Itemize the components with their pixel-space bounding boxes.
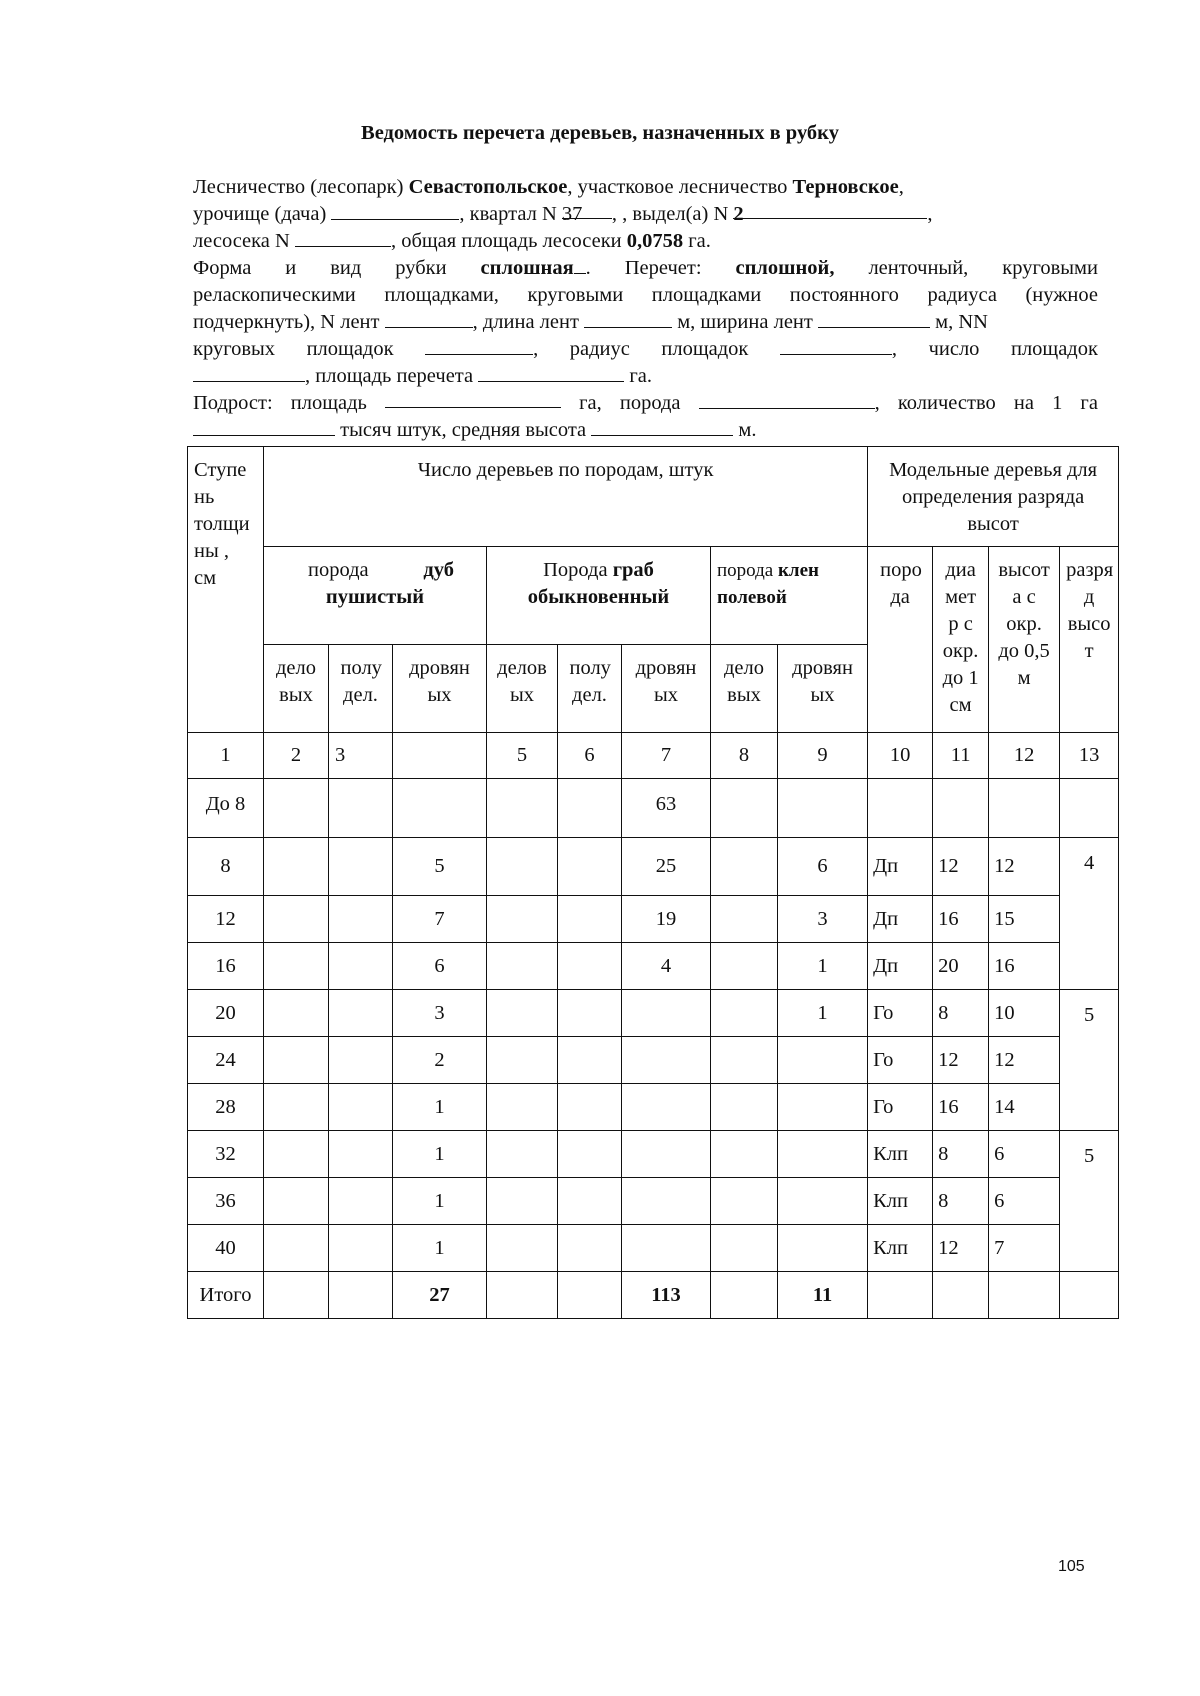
sub-oak-business: дело вых xyxy=(264,645,329,733)
total-label: Итого xyxy=(188,1272,264,1319)
header-model-trees: Модельные деревья для определения разряда высот xyxy=(868,447,1119,547)
column-number: 1 xyxy=(188,733,264,779)
column-number: 13 xyxy=(1060,733,1119,779)
header-model-diameter: диа мет р с окр. до 1 см xyxy=(933,547,989,733)
plot-label: , выдел(а) N xyxy=(622,203,729,225)
column-number: 11 xyxy=(933,733,989,779)
header-model-height: высот а с окр. до 0,5 м xyxy=(989,547,1060,733)
header-block xyxy=(193,174,1098,444)
sub-hornbeam-fuel: дровян ых xyxy=(622,645,711,733)
column-number: 2 xyxy=(264,733,329,779)
column-number: 8 xyxy=(711,733,778,779)
header-line-7: круговых площадок , радиус площадок , число площадок xyxy=(193,338,1098,360)
sub-maple-business: дело вых xyxy=(711,645,778,733)
document-title: Ведомость перечета деревьев, назначенных в рубку xyxy=(361,122,839,144)
header-line-2: урочище (дача) , квартал N 37 , , выдел(а) N 2 , xyxy=(193,203,933,225)
header-model-class: разря д высо т xyxy=(1060,547,1119,733)
header-line-4: Форма и вид рубки сплошная . Перечет: сплошной, ленточный, круговыми xyxy=(193,255,1098,282)
cut-area-label: лесосека N xyxy=(193,230,290,252)
total-maple-fuel: 11 xyxy=(778,1272,868,1319)
column-number: 5 xyxy=(487,733,558,779)
tract-blank xyxy=(331,202,459,220)
table-row: 16 6 4 1 Дп 20 16 xyxy=(188,943,1119,990)
column-number: 3 xyxy=(329,733,393,779)
header-line-5: реласкопическими площадками, круговыми площадками постоянного радиуса (нужное xyxy=(193,284,1098,306)
sub-hornbeam-business: делов ых xyxy=(487,645,558,733)
sub-oak-semi: полу дел. xyxy=(329,645,393,733)
header-species-maple: порода клен полевой xyxy=(711,547,868,645)
total-area-label: , общая площадь лесосеки xyxy=(390,230,622,252)
header-trees: Число деревьев по породам, штук xyxy=(264,447,868,547)
header-line-3 xyxy=(193,228,1098,255)
table-row: 28 1 Го 16 14 xyxy=(188,1084,1119,1131)
table-row: 36 1 Клп 8 6 xyxy=(188,1178,1119,1225)
table-row: 32 1 Клп 8 6 5 xyxy=(188,1131,1119,1178)
district-label: , участковое лесничество xyxy=(567,176,788,198)
table-row: 40 1 Клп 12 7 xyxy=(188,1225,1119,1272)
forestry-name: Севастопольское xyxy=(408,176,568,198)
sub-hornbeam-semi: полу дел. xyxy=(558,645,622,733)
table-header-row-2 xyxy=(188,547,1119,645)
height-class-cell: 5 xyxy=(1060,990,1119,1131)
quarter-field: 37 xyxy=(562,201,612,219)
header-species-hornbeam: Порода граб обыкновенный xyxy=(487,547,711,645)
table-header-row-1 xyxy=(188,447,1119,547)
column-number: 10 xyxy=(868,733,933,779)
form-value: сплошная xyxy=(480,257,574,279)
height-class-cell: 5 xyxy=(1060,1131,1119,1272)
header-line-8: , площадь перечета га. xyxy=(193,363,1098,390)
column-numbers-row xyxy=(188,733,1119,779)
tree-count-table xyxy=(187,446,1119,1319)
header-species-oak: порода дуб пушистый xyxy=(264,547,487,645)
total-hornbeam-fuel: 113 xyxy=(622,1272,711,1319)
column-number: 12 xyxy=(989,733,1060,779)
quarter-label: , квартал N xyxy=(459,203,557,225)
table-row: 20 3 1 Го 8 10 5 xyxy=(188,990,1119,1037)
tract-label: урочище (дача) xyxy=(193,203,327,225)
sub-oak-fuel: дровян ых xyxy=(393,645,487,733)
header-line-1: Лесничество (лесопарк) Севастопольское, участковое лесничество Терновское, xyxy=(193,176,904,198)
table-row: 12 7 19 3 Дп 16 15 xyxy=(188,896,1119,943)
total-area-value: 0,0758 xyxy=(626,230,684,252)
forestry-label: Лесничество (лесопарк) xyxy=(193,176,404,198)
count-value: сплошной, xyxy=(735,257,835,279)
column-number xyxy=(393,733,487,779)
header-model-species: поро да xyxy=(868,547,933,733)
cut-area-blank xyxy=(295,229,391,247)
total-oak-fuel: 27 xyxy=(393,1272,487,1319)
column-number: 6 xyxy=(558,733,622,779)
table-row: 24 2 Го 12 12 xyxy=(188,1037,1119,1084)
district-name: Терновское xyxy=(792,176,899,198)
column-number: 7 xyxy=(622,733,711,779)
sub-maple-fuel: дровян ых xyxy=(778,645,868,733)
table-row: 8 5 25 6 Дп 12 12 4 xyxy=(188,838,1119,896)
height-class-empty xyxy=(1060,779,1119,838)
header-line-10: тысяч штук, средняя высота м. xyxy=(193,417,1098,444)
column-number: 9 xyxy=(778,733,868,779)
height-class-cell: 4 xyxy=(1060,838,1119,990)
table-row: До 8 63 xyxy=(188,779,1119,838)
total-row xyxy=(188,1272,1119,1319)
page-number: 105 xyxy=(1058,1558,1085,1575)
plot-field: 2 xyxy=(733,201,927,219)
header-line-9: Подрост: площадь га, порода , количество на 1 га xyxy=(193,392,1098,414)
header-thickness: Ступе нь толщи ны , см xyxy=(188,447,264,733)
unit-ha: га. xyxy=(688,230,711,252)
header-line-6: подчеркнуть), N лент , длина лент м, ширина лент м, NN xyxy=(193,311,988,333)
